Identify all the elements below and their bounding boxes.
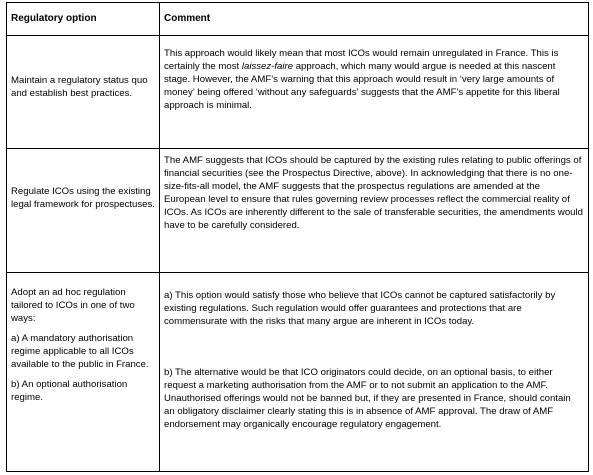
comment-a-text: a) This option would satisfy those who believe that ICOs cannot be captured satisfactorily by existing regulations. Such regulation would offer guarantees and protections that are commensurate with the risks that many argue are inherent in ICOs today. <box>164 290 556 327</box>
comment-text-part: This approach would likely mean that most ICOs would remain unregulated in France. This is certainly the most <box>164 48 559 72</box>
table-row <box>7 149 589 273</box>
comment-cell <box>160 273 589 472</box>
header-comment: Comment <box>160 3 589 36</box>
comment-text-part: approach, which many would argue is needed at this nascent stage. However, the AMF’s warning that this approach would result in ‘very large amounts of money’ being offered ‘without any safeguards’ suggests that the AMF’s appetite for this liberal approach is minimal. <box>164 61 560 111</box>
comment-cell <box>160 149 589 273</box>
table-header-row <box>7 3 589 36</box>
comment-text <box>164 47 584 112</box>
regulatory-options-table <box>6 2 589 472</box>
comment-cell <box>160 36 589 149</box>
comment-text: The AMF suggests that ICOs should be captured by the existing rules relating to public offerings of financial securities (see the Prospectus Directive, above). In acknowledging that there is no one-size-fits-all model, the AMF suggests that the prospectus regulations are amended at the European level to ensure that rules governing review processes reflect the commercial reality of ICOs. As ICOs are inherently different to the sale of transferable securities, the amendments would have to be carefully considered. <box>164 155 583 231</box>
option-b-text: b) An optional authorisation regime. <box>11 379 128 403</box>
comment-emphasis: laissez-faire <box>241 61 294 72</box>
option-intro: Adopt an ad hoc regulation tailored to ICOs in one of two ways: <box>11 287 135 324</box>
header-regulatory-option: Regulatory option <box>7 3 160 36</box>
option-cell <box>7 149 160 273</box>
option-cell <box>7 273 160 472</box>
option-a-text: a) A mandatory authorisation regime applicable to all ICOs available to the public in France. <box>11 333 149 370</box>
option-text: Maintain a regulatory status quo and establish best practices. <box>11 75 148 99</box>
option-text: Regulate ICOs using the existing legal framework for prospectuses. <box>11 186 155 210</box>
table-row <box>7 273 589 472</box>
table-row <box>7 36 589 149</box>
comment-b-text: b) The alternative would be that ICO originators could decide, on an optional basis, to either request a marketing authorisation from the AMF or to not submit an application to the AMF. Unauthorised offerings would not be banned but, if they are presented in France, should contain an obligatory disclaimer clearly stating this is in absence of AMF approval. The draw of AMF endorsement may organically encourage regulatory engagement. <box>164 367 571 430</box>
option-cell <box>7 36 160 149</box>
